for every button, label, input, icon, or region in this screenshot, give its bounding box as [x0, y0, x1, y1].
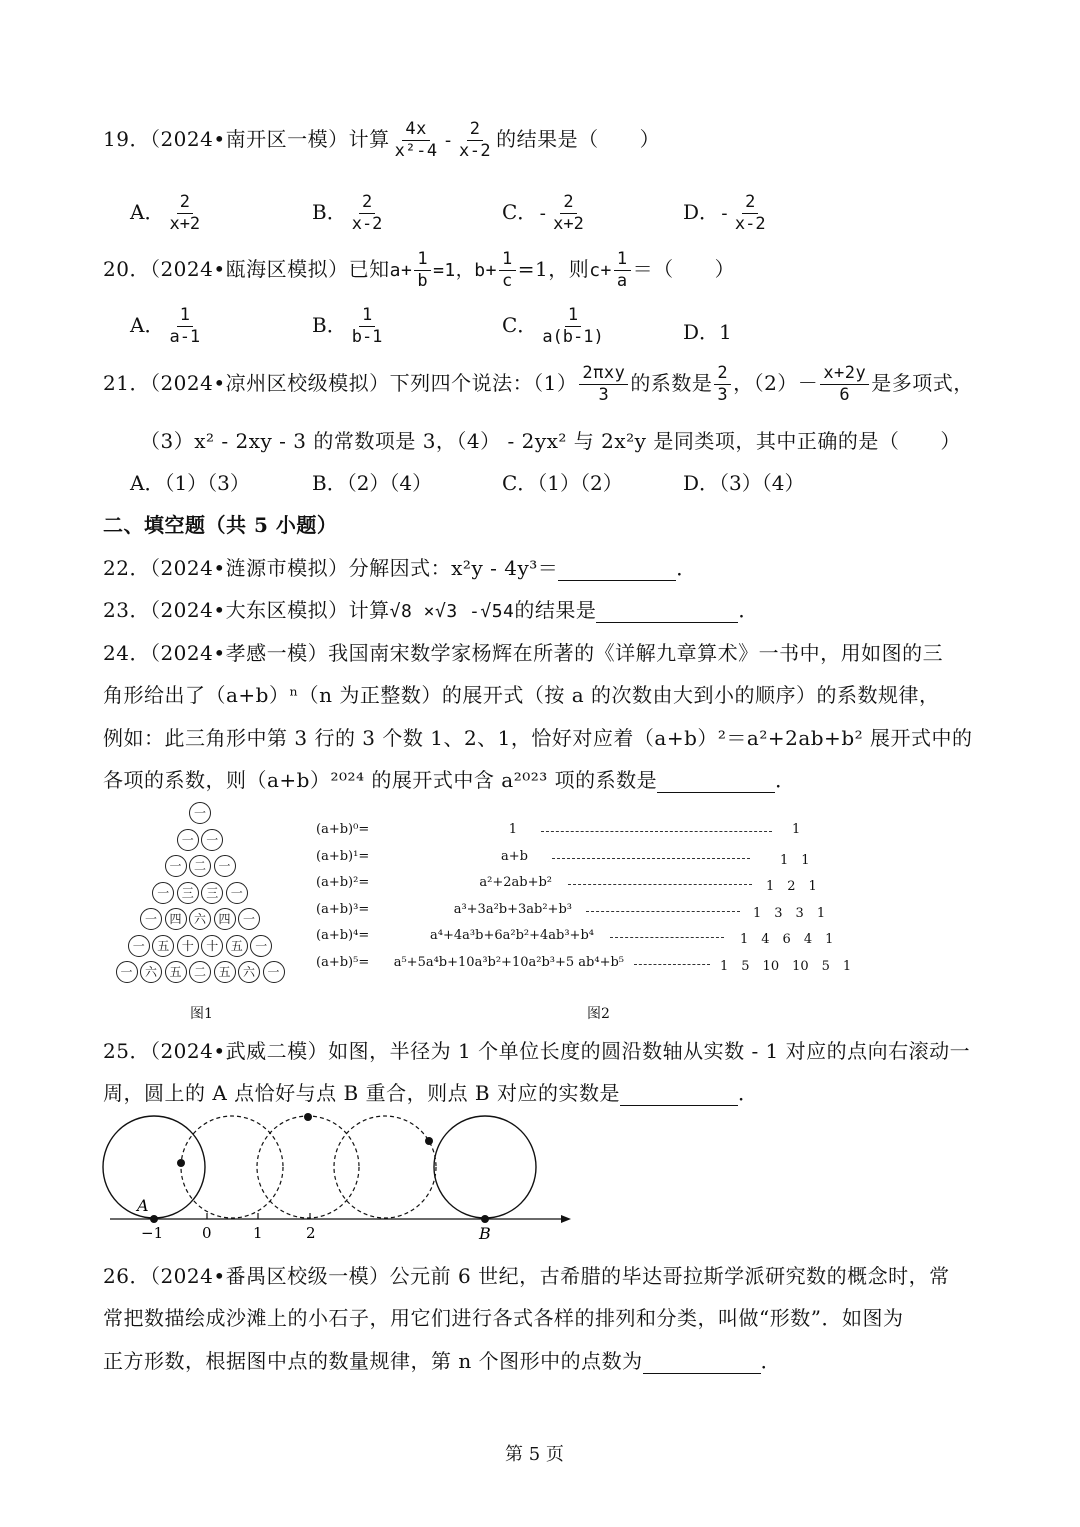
expansion-lhs: (a+b)¹=	[316, 848, 370, 864]
triangle-cell: 一	[128, 935, 150, 957]
q21-option-a[interactable]: A．（1）（3）	[130, 471, 250, 495]
expansion-rhs: a²+2ab+b²	[479, 875, 552, 890]
den: x+2	[553, 214, 584, 234]
triangle-cell: 四	[165, 908, 187, 930]
dashed-leader	[610, 937, 724, 938]
expansion-lhs: (a+b)⁰=	[316, 822, 370, 837]
triangle-cell: 二	[189, 961, 211, 983]
q20-option-b[interactable]	[312, 306, 387, 347]
q21-stem-line1	[103, 364, 974, 405]
dashed-leader	[634, 964, 710, 965]
q20-option-d[interactable]	[683, 316, 732, 345]
q19-f2-den: x-2	[458, 141, 492, 161]
q26-line1: 26．（2024•番禺区校级一模）公元前 6 世纪，古希腊的毕达哥拉斯学派研究数的概念时，常	[103, 1264, 950, 1288]
q20-frac-3	[614, 250, 631, 291]
q23-end: ．	[738, 598, 759, 622]
num: 1	[499, 250, 516, 271]
option-label: A．	[130, 313, 165, 337]
q20-p1: a+	[389, 260, 413, 281]
q20-frac-2	[499, 250, 516, 291]
triangle-cell: 十	[201, 935, 223, 957]
q21-option-b[interactable]: B．（2）（4）	[312, 471, 433, 495]
q26-line2: 常把数描绘成沙滩上的小石子，用它们进行各式各样的排列和分类，叫做“形数”．如图为	[103, 1306, 904, 1330]
point-dot	[177, 1159, 185, 1167]
triangle-cell: 十	[177, 935, 199, 957]
rolling-circle-figure	[95, 1110, 585, 1245]
q21-mid2: ，（2）－	[733, 371, 819, 395]
q25-line1: 25．（2024•武威二模）如图，半径为 1 个单位长度的圆沿数轴从实数 - 1 对应的点向右滚动一	[103, 1039, 971, 1063]
num: 1	[177, 306, 193, 327]
expansion-rhs: a⁴+4a³b+6a²b²+4ab³+b⁴	[430, 928, 594, 943]
q20-frac-1	[414, 250, 431, 291]
num: 2	[359, 193, 375, 214]
den: a-1	[169, 327, 201, 347]
q19-suffix: 的结果是（ ）	[496, 127, 661, 151]
option-label: C．	[502, 200, 538, 224]
den: b	[417, 271, 429, 291]
coefficient-row: 1 3 3 1	[753, 905, 826, 921]
q25-line2	[103, 1077, 758, 1106]
den: b-1	[351, 327, 383, 347]
point-b-dot	[481, 1215, 489, 1223]
option-sign: -	[537, 203, 549, 224]
triangle-cell: 一	[250, 935, 272, 957]
coefficient-row: 1 2 1	[766, 879, 817, 894]
triangle-cell: 六	[189, 908, 211, 930]
triangle-cell: 一	[263, 961, 285, 983]
figure1-caption: 图1	[190, 1006, 213, 1022]
option-fraction	[166, 306, 203, 347]
den: 3	[598, 385, 610, 405]
triangle-cell: 一	[201, 829, 223, 851]
q26-answer-blank[interactable]	[643, 1353, 761, 1374]
num: 2	[742, 193, 758, 214]
expansion-rhs: a³+3a²b+3ab²+b³	[453, 901, 572, 917]
q19-f1-num: 4x	[402, 120, 429, 141]
triangle-cell: 一	[214, 855, 236, 877]
q21-end: 是多项式，	[871, 371, 974, 395]
triangle-cell: 二	[189, 855, 211, 877]
q21-frac-1	[579, 364, 628, 405]
dashed-leader	[541, 831, 772, 832]
q20-p3e: ＝（ ）	[632, 257, 736, 281]
q22-end: ．	[676, 556, 697, 580]
triangle-cell: 五	[214, 961, 236, 983]
q26-line3	[103, 1345, 781, 1374]
q23-expr: √8 ×√3 -√54	[389, 601, 515, 622]
q23-prefix: 23．（2024•大东区模拟）计算	[103, 598, 390, 622]
option-label: B．	[312, 313, 347, 337]
q24-line4-text: 各项的系数，则（a+b）²⁰²⁴ 的展开式中含 a²⁰²³ 项的系数是	[103, 768, 658, 792]
den: 3	[717, 385, 729, 405]
rolling-circle-1	[181, 1116, 283, 1218]
option-label: B．	[312, 200, 347, 224]
dashed-leader	[552, 858, 750, 859]
expansion-lhs: (a+b)³=	[316, 901, 370, 917]
q24-line4	[103, 764, 796, 793]
den: c	[501, 271, 513, 291]
q22-prefix: 22．（2024•涟源市模拟）分解因式：	[103, 556, 452, 580]
q20-option-c[interactable]	[502, 306, 609, 347]
q24-line3: 例如：此三角形中第 3 行的 3 个数 1、2、1，恰好对应着（a+b）²＝a²+2ab+b² 展开式中的	[103, 726, 973, 750]
den: x-2	[734, 214, 766, 234]
figure2-caption: 图2	[587, 1006, 610, 1022]
expansion-lhs: (a+b)⁵=	[316, 954, 370, 970]
triangle-cell: 五	[165, 961, 187, 983]
q20-option-a[interactable]	[130, 306, 205, 347]
triangle-cell: 一	[140, 908, 162, 930]
num: 1	[414, 250, 431, 271]
q23	[103, 594, 759, 623]
q19-minus: -	[442, 130, 454, 151]
option-label: C．	[502, 313, 538, 337]
expansion-rhs: a+b	[501, 848, 528, 864]
q24-end: ．	[775, 768, 796, 792]
den: 6	[839, 385, 851, 405]
option-fraction	[166, 193, 203, 234]
triangle-cell: 一	[226, 882, 248, 904]
q20-prefix: 20．（2024•瓯海区模拟）已知	[103, 257, 390, 281]
expansion-rhs: 1	[508, 822, 517, 837]
q26-line3-text: 正方形数，根据图中点的数量规律，第 n 个图形中的点数为	[103, 1349, 643, 1373]
coefficient-row: 1 5 10 10 5 1	[720, 958, 852, 974]
option-fraction	[732, 193, 769, 234]
q19-fraction-2	[456, 120, 494, 161]
q20-p3: c+	[589, 260, 612, 281]
q25-line2-text: 周，圆上的 A 点恰好与点 B 重合，则点 B 对应的实数是	[103, 1081, 620, 1105]
rolling-circle-3	[334, 1116, 436, 1218]
rolling-circle-2	[257, 1116, 359, 1218]
triangle-cell: 六	[140, 961, 162, 983]
q19-option-a[interactable]	[130, 193, 205, 234]
option-label: D．	[683, 320, 720, 344]
triangle-cell: 一	[165, 855, 187, 877]
q24-line1: 24．（2024•孝感一模）我国南宋数学家杨辉在所著的《详解九章算术》一书中，用如图的三	[103, 641, 944, 665]
num: 2πxy	[579, 364, 628, 385]
q24-line2: 角形给出了（a+b）ⁿ（n 为正整数）的展开式（按 a 的次数由大到小的顺序）的系数规律，	[103, 683, 940, 707]
q19-f1-den: x²-4	[394, 141, 438, 161]
option-fraction	[349, 306, 386, 347]
expansion-lhs: (a+b)²=	[316, 875, 370, 890]
den: x-2	[351, 214, 383, 234]
q23-mid: 的结果是	[514, 598, 597, 622]
q21-mid: 的系数是	[630, 371, 713, 395]
q19-option-b[interactable]	[312, 193, 387, 234]
triangle-cell: 三	[177, 882, 199, 904]
q25-answer-blank[interactable]	[620, 1085, 738, 1106]
page-number: 第 5 页	[505, 1444, 564, 1465]
coefficient-row: 1 1	[780, 852, 810, 868]
option-fraction	[349, 193, 386, 234]
point-dot	[425, 1137, 433, 1145]
q22-answer-blank[interactable]	[558, 560, 676, 581]
triangle-cell: 一	[116, 961, 138, 983]
q21-option-c[interactable]: C．（1）（2）	[502, 471, 623, 495]
triangle-cell: 五	[226, 935, 248, 957]
q19-option-c[interactable]	[502, 193, 589, 234]
q21-stem-line2: （3）x² - 2xy - 3 的常数项是 3，（4） - 2yx² 与 2x²y 是同类项，其中正确的是（ ）	[140, 429, 961, 453]
num: 2	[560, 193, 576, 214]
q19-prefix: 19．（2024•南开区一模）计算	[103, 127, 390, 151]
q22-expr: x²y - 4y³＝	[451, 556, 559, 580]
q20-p1e: =1，	[433, 260, 475, 281]
label-a: A	[137, 1196, 149, 1215]
q22	[103, 552, 697, 581]
q21-frac-3	[820, 364, 869, 405]
option-label: A．	[130, 200, 165, 224]
q21-frac-2	[714, 364, 731, 405]
triangle-cell: 一	[189, 802, 211, 824]
q25-end: ．	[737, 1081, 759, 1105]
coefficient-row: 1 4 6 4 1	[740, 932, 834, 947]
triangle-cell: 一	[238, 908, 260, 930]
option-text: 1	[719, 320, 732, 344]
start-circle	[103, 1116, 205, 1218]
q20-stem	[103, 250, 735, 291]
q19-f2-num: 2	[467, 120, 484, 141]
axis-arrow-icon	[561, 1215, 571, 1223]
num: 1	[359, 306, 375, 327]
point-a-dot	[150, 1215, 158, 1223]
q24-answer-blank[interactable]	[657, 772, 775, 793]
section-heading: 二、填空题（共 5 小题）	[103, 513, 338, 537]
option-fraction	[550, 193, 587, 234]
triangle-cell: 四	[214, 908, 236, 930]
den: a	[616, 271, 628, 291]
num: 1	[614, 250, 631, 271]
triangle-cell: 一	[177, 829, 199, 851]
q20-p2e: =1，则	[517, 257, 590, 281]
label-b: B	[479, 1224, 491, 1243]
q23-answer-blank[interactable]	[596, 602, 738, 623]
q19-option-d[interactable]	[683, 193, 771, 234]
q19-fraction-1	[392, 120, 441, 161]
triangle-cell: 一	[152, 882, 174, 904]
option-fraction	[539, 306, 606, 347]
triangle-cell: 五	[152, 935, 174, 957]
q21-option-d[interactable]: D．（3）（4）	[683, 471, 805, 495]
num: 1	[565, 306, 581, 327]
q21-prefix: 21．（2024•凉州区校级模拟）下列四个说法：（1）	[103, 371, 578, 395]
dashed-leader	[568, 884, 752, 885]
coefficient-row: 1	[792, 822, 801, 837]
point-dot	[304, 1113, 312, 1121]
triangle-cell: 六	[238, 961, 260, 983]
tick-label: −1	[141, 1224, 164, 1242]
num: x+2y	[820, 364, 869, 385]
den: x+2	[169, 214, 201, 234]
num: 2	[714, 364, 731, 385]
q19-stem	[103, 120, 660, 161]
tick-label: 2	[306, 1224, 316, 1242]
expansion-lhs: (a+b)⁴=	[316, 928, 370, 943]
dashed-leader	[586, 911, 740, 912]
den: a(b-1)	[542, 327, 604, 347]
num: 2	[177, 193, 193, 214]
option-label: D．	[683, 200, 720, 224]
q26-end: ．	[760, 1349, 782, 1373]
q20-p2: b+	[474, 260, 497, 281]
option-sign: -	[719, 203, 730, 224]
expansion-rhs: a⁵+5a⁴b+10a³b²+10a²b³+5 ab⁴+b⁵	[393, 954, 624, 970]
triangle-cell: 三	[201, 882, 223, 904]
tick-label: 1	[253, 1224, 263, 1242]
end-circle	[434, 1116, 536, 1218]
tick-label: 0	[202, 1224, 212, 1242]
